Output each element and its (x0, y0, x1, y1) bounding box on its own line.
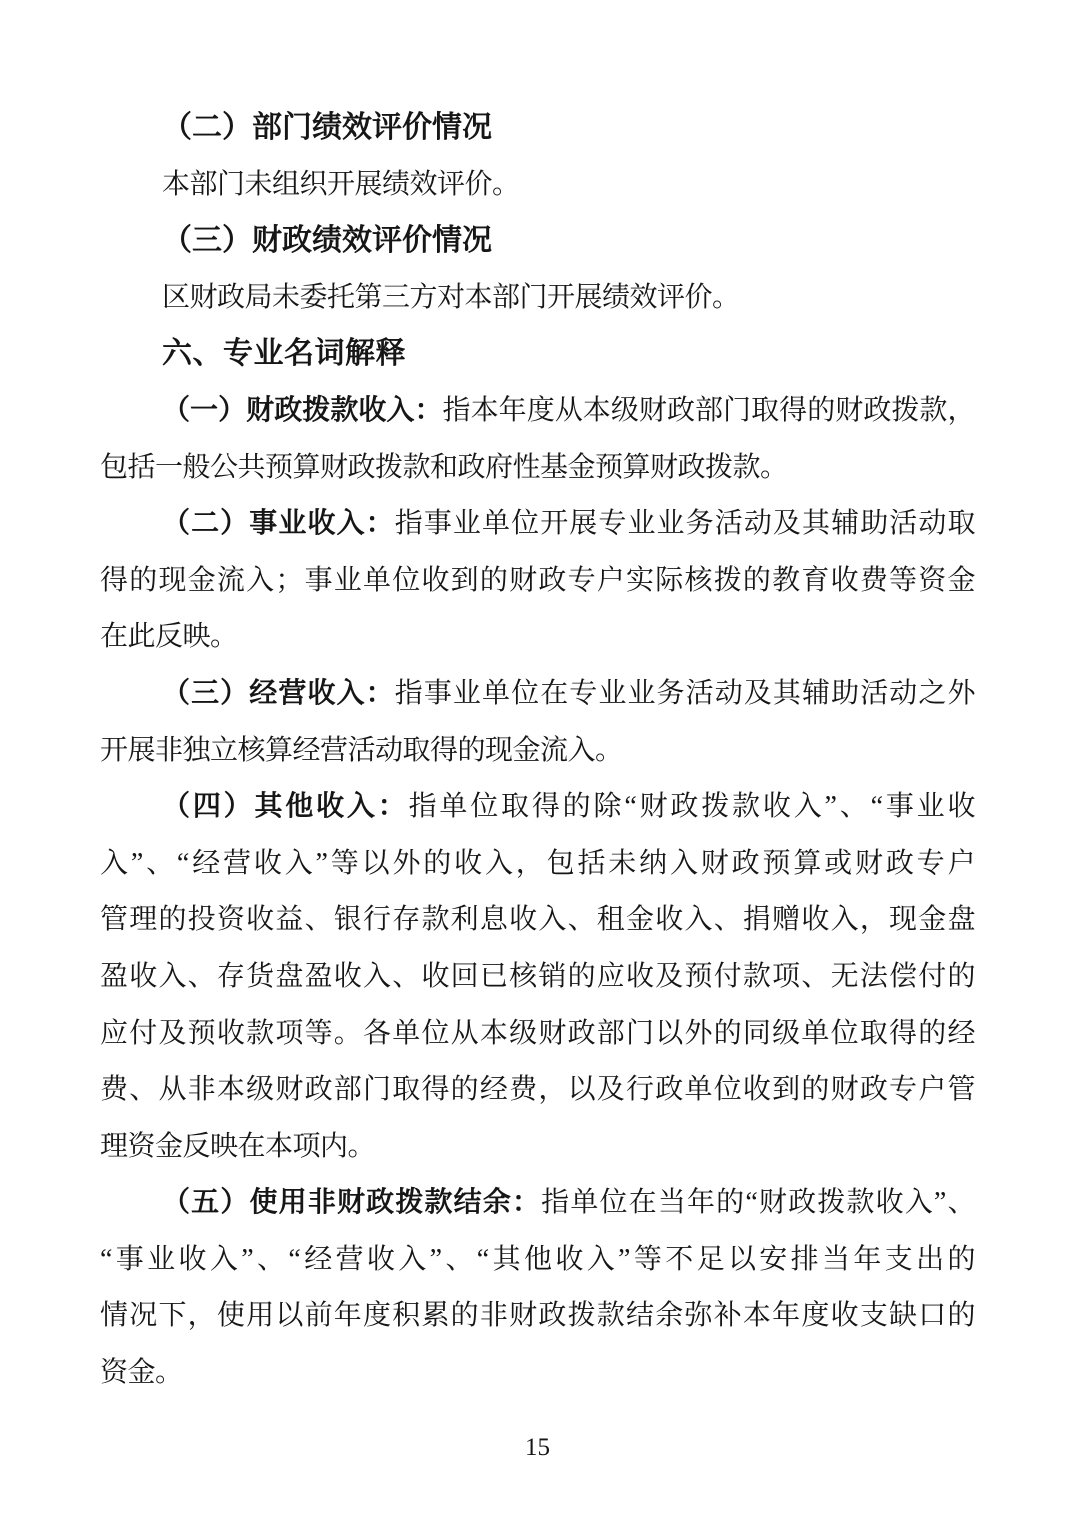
bold-term: 六、专业名词解释 (162, 337, 406, 371)
body-line (100, 1006, 975, 1063)
body-line (100, 723, 975, 780)
text-run: 费、从非本级财政部门取得的经费，以及行政单位收到的财政专户管 (100, 1074, 975, 1106)
text-run: 指本年度从本级财政部门取得的财政拨款， (442, 394, 975, 426)
text-run: 盈收入、存货盘盈收入、收回已核销的应收及预付款项、无法偿付的 (100, 960, 975, 992)
text-run: “事业收入”、“经营收入”、“其他收入”等不足以安排当年支出的 (100, 1243, 975, 1275)
body-line (100, 1345, 975, 1402)
body-line (100, 892, 975, 949)
text-run: 应付及预收款项等。各单位从本级财政部门以外的同级单位取得的经 (100, 1017, 975, 1049)
page-number: 15 (525, 1434, 550, 1461)
body-line (100, 1175, 975, 1232)
text-run: 指单位在当年的“财政拨款收入”、 (541, 1187, 975, 1219)
text-run: 区财政局未委托第三方对本部门开展绩效评价。 (162, 281, 740, 313)
text-run: 指事业单位在专业业务活动及其辅助活动之外 (394, 677, 975, 709)
body-line (100, 157, 975, 214)
text-run: 管理的投资收益、银行存款利息收入、租金收入、捐赠收入，现金盘 (100, 904, 975, 936)
body-line (100, 949, 975, 1006)
text-run: 包括一般公共预算财政拨款和政府性基金预算财政拨款。 (100, 451, 788, 483)
text-run: 指事业单位开展专业业务活动及其辅助活动取 (394, 508, 975, 540)
text-run: 指单位取得的除“财政拨款收入”、“事业收 (408, 791, 975, 823)
bold-term: （一）财政拨款收入： (162, 394, 443, 426)
body-line (100, 666, 975, 723)
body-line (100, 836, 975, 893)
body-line (100, 1062, 975, 1119)
body-line (100, 440, 975, 497)
text-run: 开展非独立核算经营活动取得的现金流入。 (100, 734, 623, 766)
text-run: 资金。 (100, 1357, 183, 1389)
body-line (100, 1119, 975, 1176)
document-body (100, 100, 975, 1402)
body-line (100, 383, 975, 440)
text-run: 得的现金流入；事业单位收到的财政专户实际核拨的教育收费等资金 (100, 564, 975, 596)
body-line (100, 1288, 975, 1345)
body-line (100, 553, 975, 610)
body-line (100, 270, 975, 327)
body-line (100, 609, 975, 666)
text-run: 理资金反映在本项内。 (100, 1130, 376, 1162)
bold-term: （二）事业收入： (162, 508, 395, 540)
text-run: 入”、“经营收入”等以外的收入，包括未纳入财政预算或财政专户 (100, 847, 975, 879)
bold-term: （二）部门绩效评价情况 (162, 111, 492, 144)
text-run: 本部门未组织开展绩效评价。 (162, 168, 520, 200)
bold-term: （三）财政绩效评价情况 (162, 224, 492, 258)
subsection-heading (100, 100, 975, 157)
body-line (100, 779, 975, 836)
bold-term: （五）使用非财政拨款结余： (162, 1187, 542, 1219)
bold-term: （四）其他收入： (162, 791, 409, 823)
body-line (100, 496, 975, 553)
bold-term: （三）经营收入： (162, 677, 395, 709)
subsection-heading (100, 213, 975, 270)
text-run: 情况下，使用以前年度积累的非财政拨款结余弥补本年度收支缺口的 (100, 1300, 975, 1332)
section-heading (100, 326, 975, 383)
text-run: 在此反映。 (100, 621, 238, 653)
body-line (100, 1232, 975, 1289)
